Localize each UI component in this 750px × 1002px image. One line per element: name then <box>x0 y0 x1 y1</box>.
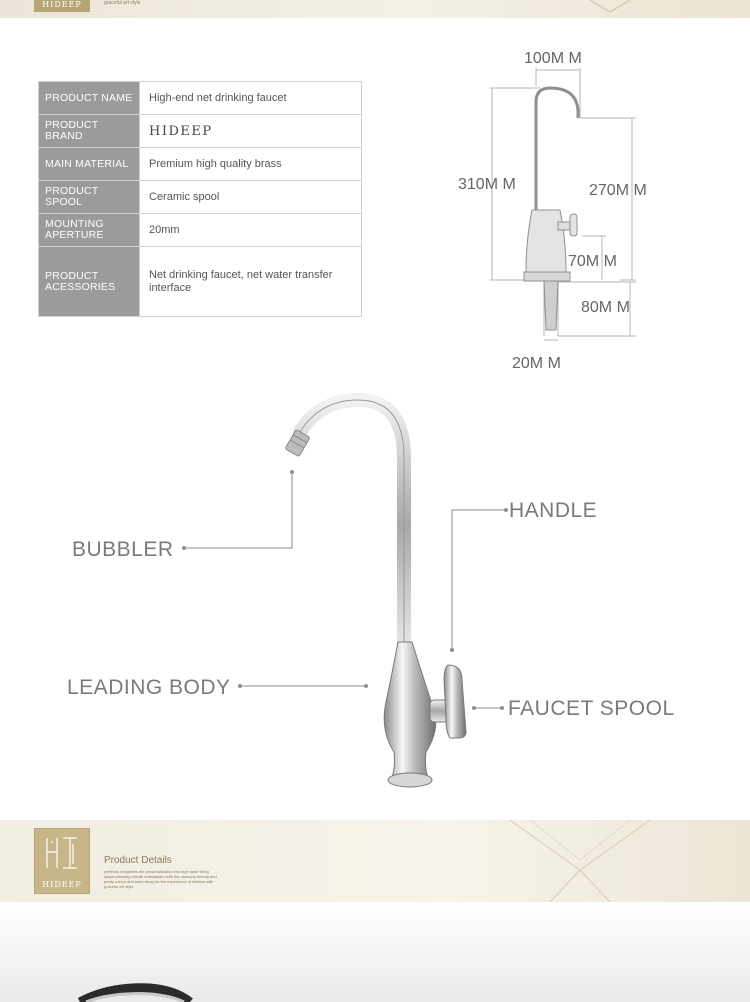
faucet-image <box>285 400 466 787</box>
spec-row <box>39 82 362 115</box>
spec-label: MOUNTING APERTURE <box>39 214 140 247</box>
spec-value: High-end net drinking faucet <box>140 82 362 115</box>
dimension-pipe-length: 80M M <box>581 299 630 316</box>
spec-label: PRODUCT NAME <box>39 82 140 115</box>
callout-faucet-spool: FAUCET SPOOL <box>508 697 675 720</box>
dimension-handle-height: 70M M <box>568 253 617 270</box>
details-title: Product Details <box>104 855 172 866</box>
dimension-total-height: 310M M <box>458 176 516 193</box>
spec-value: 20mm <box>140 214 362 247</box>
spec-row <box>39 181 362 214</box>
banner-tagline: graceful art style <box>104 0 141 6</box>
dimension-width-top: 100M M <box>524 50 582 67</box>
spec-label: PRODUCT BRAND <box>39 115 140 148</box>
spec-value: HIDEEP <box>140 115 362 148</box>
spec-row <box>39 148 362 181</box>
faucet-outline <box>524 88 578 330</box>
spec-table <box>38 81 362 317</box>
banner-decoration <box>590 0 630 18</box>
spec-value: Net drinking faucet, net water transfer interface <box>140 247 362 317</box>
spec-label: PRODUCT ACESSORIES <box>39 247 140 317</box>
spec-row <box>39 115 362 148</box>
dimension-diagram <box>440 40 680 380</box>
product-details-band <box>0 820 750 902</box>
dimension-spout-height: 270M M <box>589 182 647 199</box>
callout-handle: HANDLE <box>509 499 598 522</box>
logo-brand-text: HIDEEP <box>42 880 82 889</box>
product-photo-preview <box>0 902 750 1002</box>
hideep-logo <box>34 828 90 894</box>
top-banner <box>0 0 750 18</box>
faucet-callout-illustration <box>0 380 750 810</box>
spec-row <box>39 214 362 247</box>
brand-logo: HIDEEP <box>34 0 90 12</box>
spec-label: MAIN MATERIAL <box>39 148 140 181</box>
callout-bubbler: BUBBLER <box>72 538 174 561</box>
logo-mark-icon <box>43 834 83 872</box>
band-decoration <box>490 820 750 902</box>
dimension-pipe-diameter: 20M M <box>512 355 561 372</box>
spec-row <box>39 247 362 317</box>
details-description: perfectly integrates the personalization into high taste living space,showing infinite enthusiasm with the classical beauty and pretty colour and taste bring for the experience of fashion with graceful art style. <box>104 869 217 889</box>
callout-leading-body: LEADING BODY <box>67 676 231 699</box>
spec-value: Ceramic spool <box>140 181 362 214</box>
spec-value: Premium high quality brass <box>140 148 362 181</box>
faucet-photo-icon <box>0 902 750 1002</box>
spec-label: PRODUCT SPOOL <box>39 181 140 214</box>
